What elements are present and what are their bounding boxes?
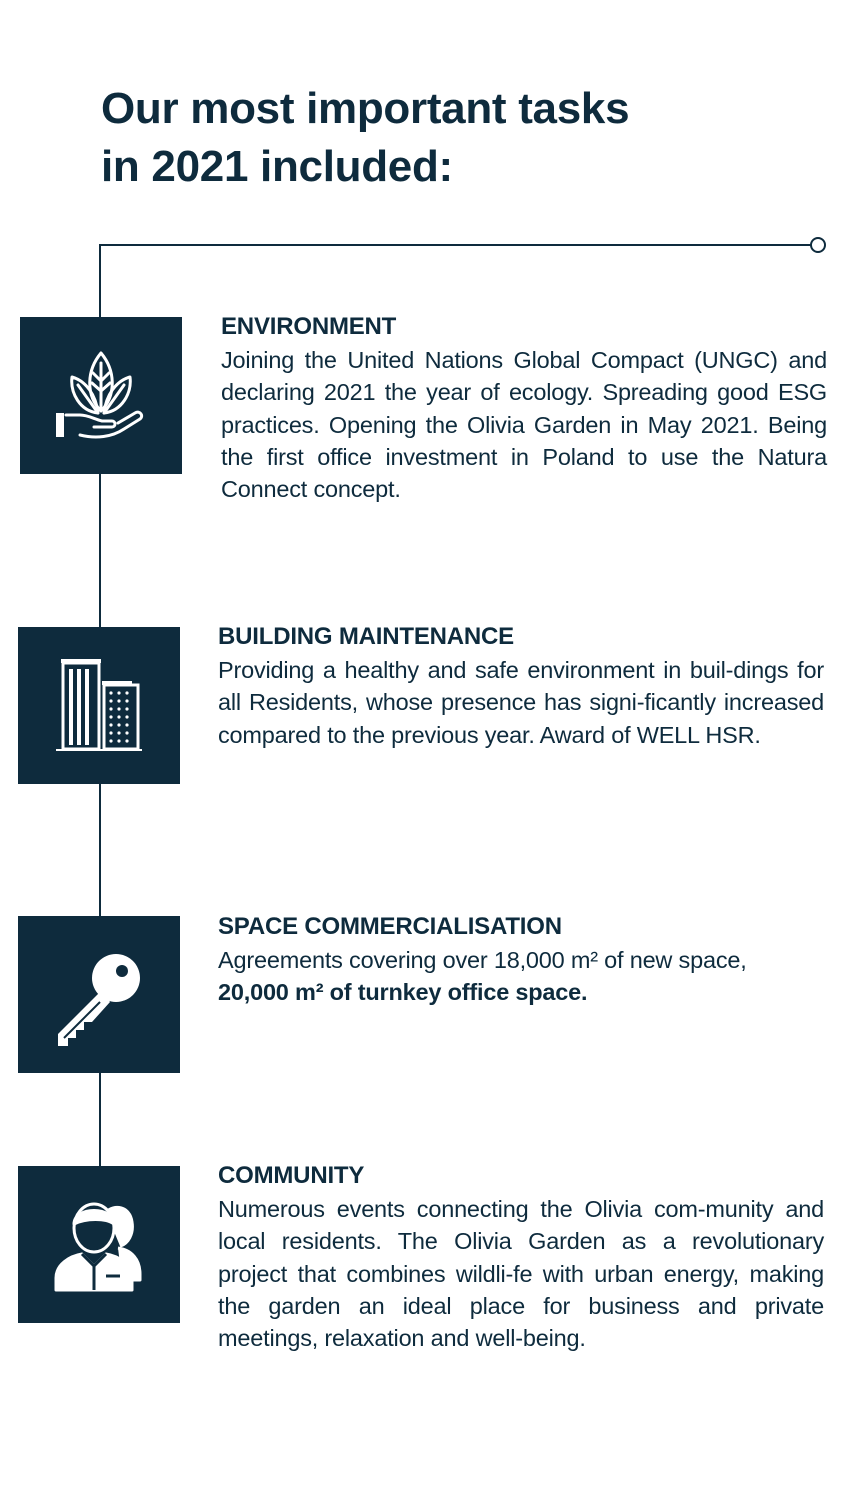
environment-icon-box <box>20 317 182 474</box>
section-body: Providing a healthy and safe environment in buil-dings for all Residents, whose presence has signi-ficantly increased compared to the previous year. Award of WELL HSR. <box>218 657 824 748</box>
section-heading: ENVIRONMENT <box>221 313 397 340</box>
section-space-commercialisation <box>218 912 824 1009</box>
timeline-end-circle <box>810 237 826 253</box>
section-building-maintenance <box>218 622 824 751</box>
community-icon-box <box>18 1166 180 1323</box>
section-heading: SPACE COMMERCIALISATION <box>218 913 562 940</box>
page-title <box>101 80 629 196</box>
people-icon <box>44 1190 154 1300</box>
section-body: Numerous events connecting the Olivia com-munity and local residents. The Olivia Garden as a revolutionary project that combines wildli-fe with urban energy, making the garden an ideal place for business and private meetings, relaxation and well-being. <box>218 1196 824 1352</box>
page-title-line-2: in 2021 included: <box>101 142 453 191</box>
page-title-line-1: Our most important tasks <box>101 84 630 133</box>
space-commercialisation-icon-box <box>18 916 180 1073</box>
section-body-bold: 20,000 m² of turnkey office space. <box>218 979 588 1006</box>
timeline-horizontal-line <box>100 244 811 246</box>
section-body: Joining the United Nations Global Compact (UNGC) and declaring 2021 the year of ecology. Spreading good ESG practices. Opening the Olivia Garden in May 2021. Being the first office investment in Poland to use the Natura Connect concept. <box>221 347 827 503</box>
section-body-text: Agreements covering over 18,000 m² of new space, <box>218 947 747 973</box>
leaves-in-hand-icon <box>46 341 156 451</box>
section-community <box>218 1161 824 1354</box>
section-heading: BUILDING MAINTENANCE <box>218 623 514 650</box>
office-buildings-icon <box>44 651 154 761</box>
section-body <box>218 944 824 1009</box>
section-heading: COMMUNITY <box>218 1162 365 1189</box>
key-icon <box>44 940 154 1050</box>
building-maintenance-icon-box <box>18 627 180 784</box>
section-environment <box>221 312 827 505</box>
